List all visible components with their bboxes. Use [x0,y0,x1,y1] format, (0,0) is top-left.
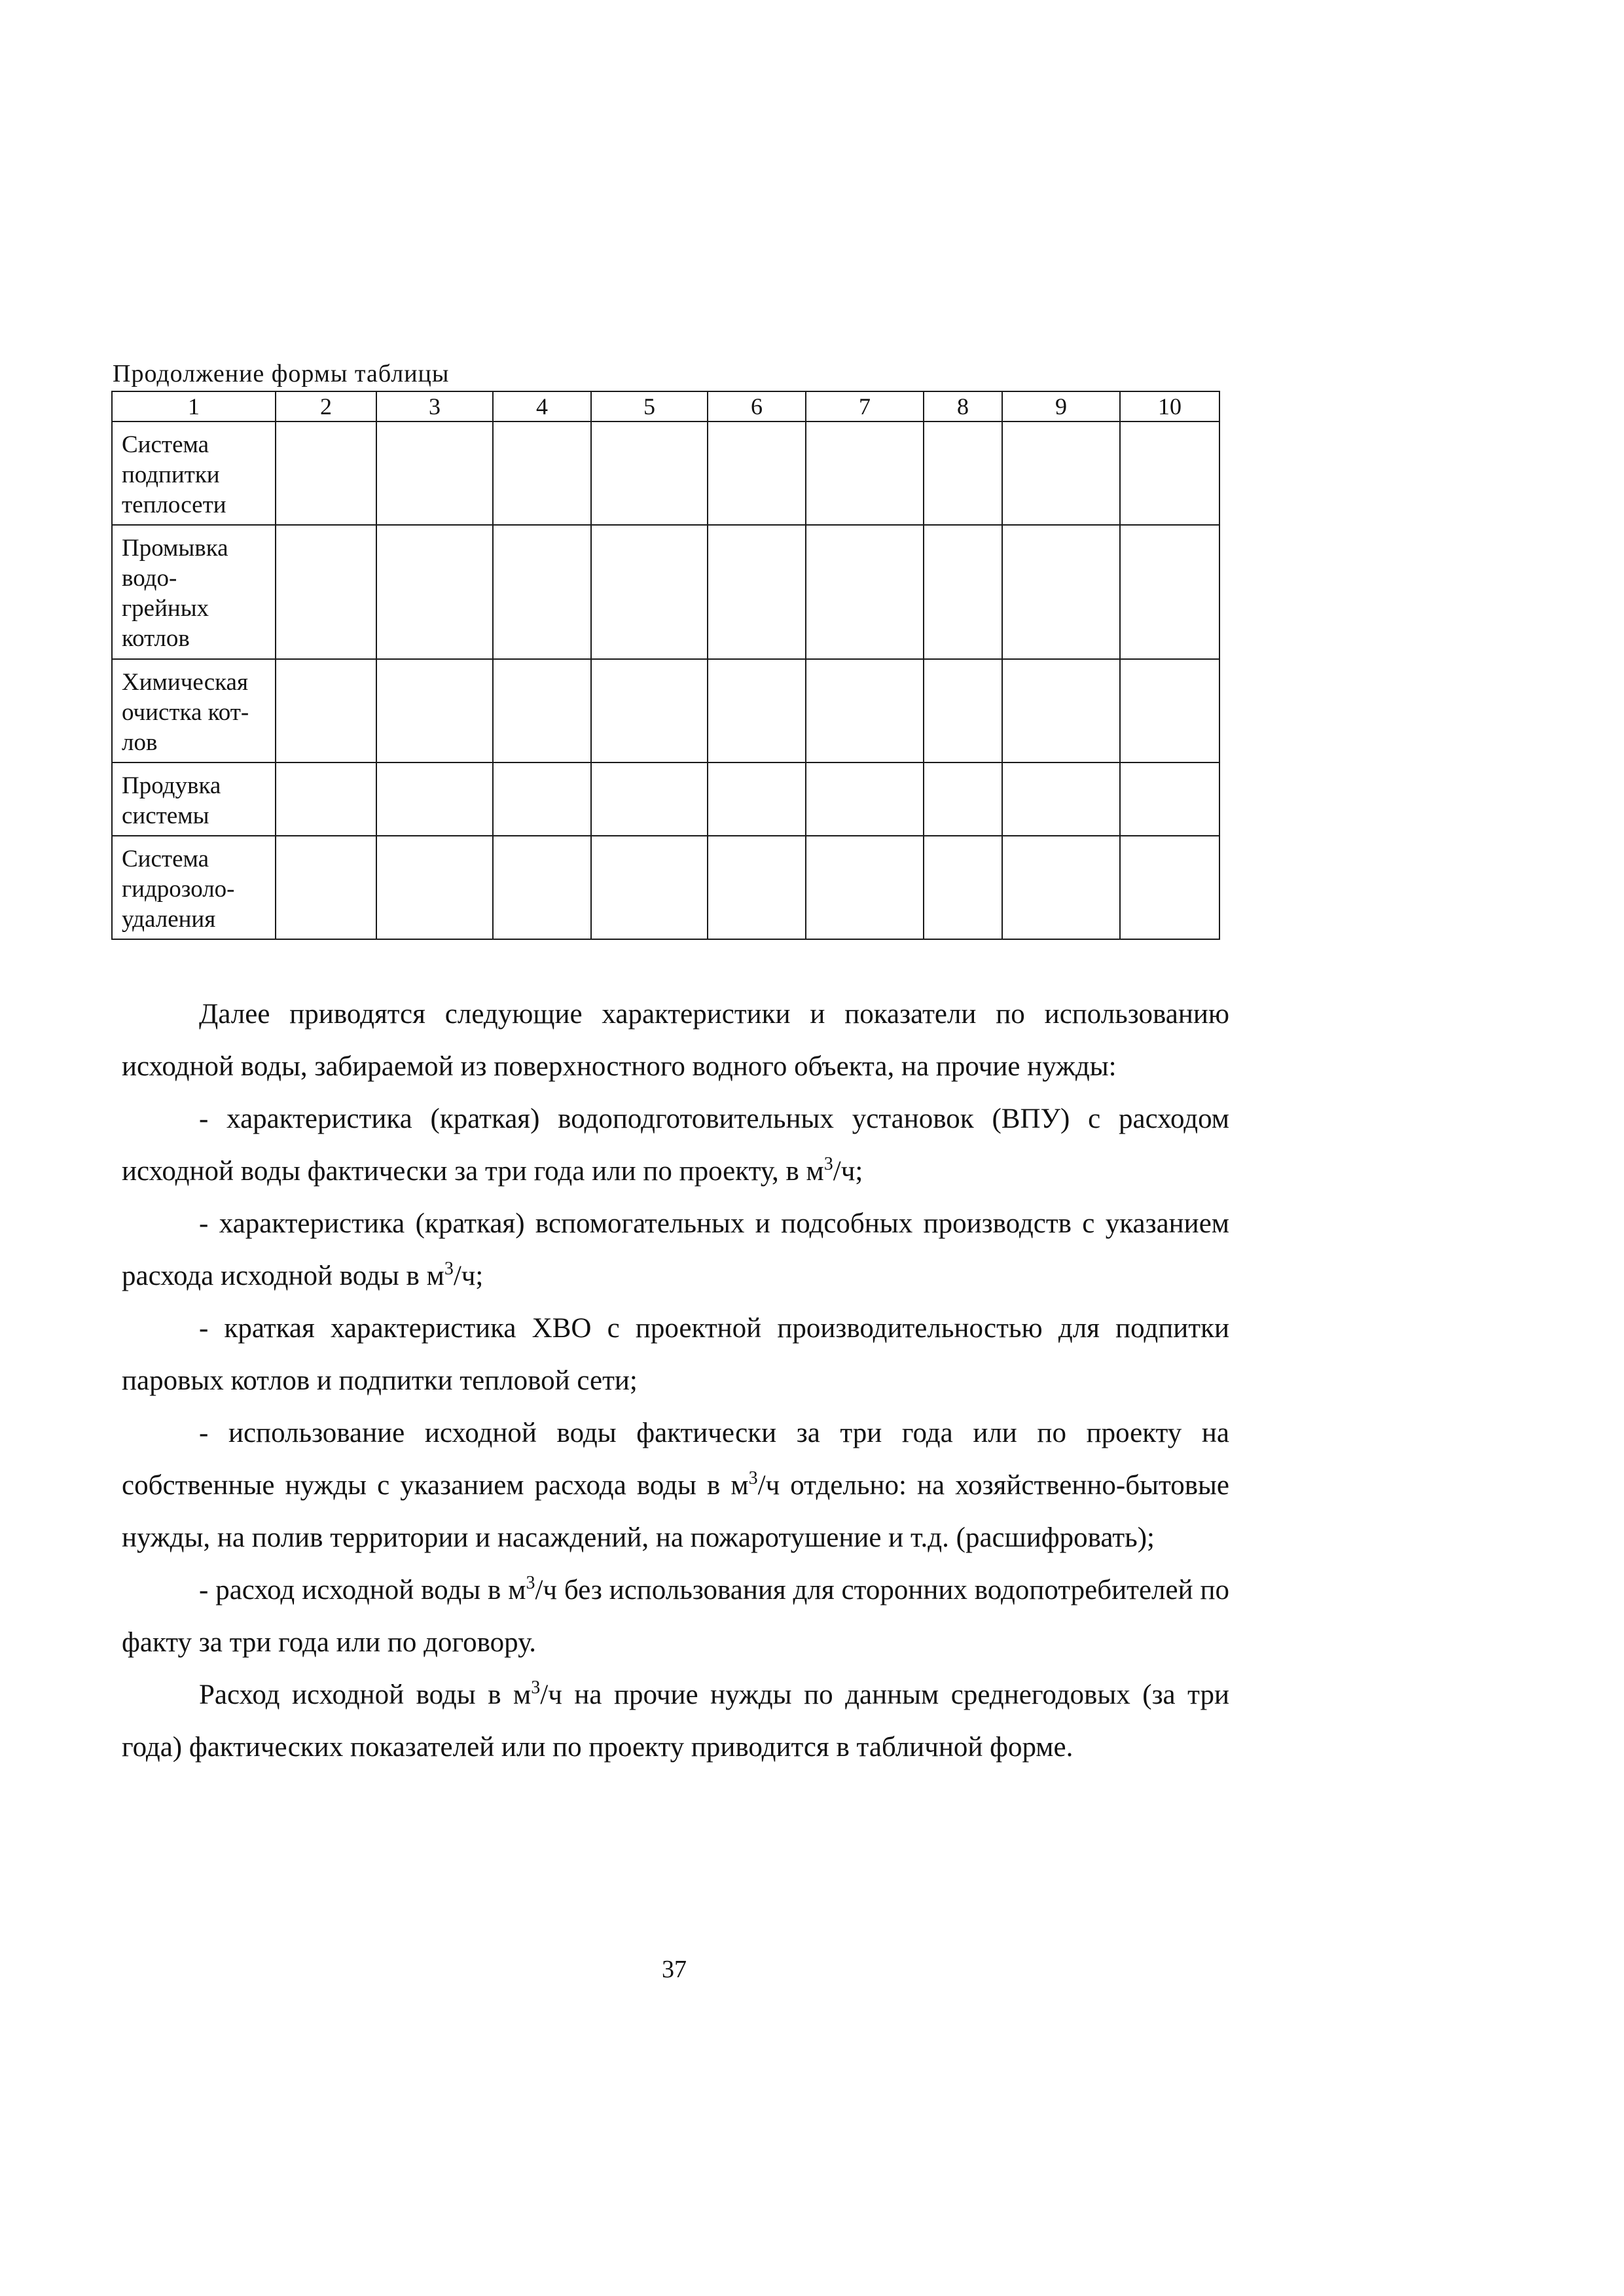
table-caption: Продолжение формы таблицы [113,360,450,387]
empty-cell [924,525,1002,659]
empty-cell [276,422,376,525]
empty-cell [1002,659,1120,762]
empty-cell [276,836,376,939]
column-header: 1 [112,391,276,422]
column-header: 3 [376,391,493,422]
empty-cell [591,836,708,939]
empty-cell [493,659,591,762]
empty-cell [708,659,806,762]
unit-exponent: 3 [823,1154,833,1174]
empty-cell [376,762,493,836]
row-label-line: Продувка [122,772,221,799]
paragraph-summary: Расход исходной воды в $м^3/ч$ на прочие нужды по данным среднегодовых (за три года) фактических показателей или по проекту приводится в табличной форме. [122,1677,1229,1763]
empty-cell [493,525,591,659]
empty-cell [708,836,806,939]
empty-cell [708,422,806,525]
empty-cell [493,422,591,525]
empty-cell [1120,659,1219,762]
unit-exponent: 3 [526,1573,535,1593]
column-header: 6 [708,391,806,422]
empty-cell [376,659,493,762]
empty-cell [806,659,924,762]
empty-cell [708,762,806,836]
row-label-line: водо- [122,565,177,592]
empty-cell [1120,525,1219,659]
empty-cell [924,422,1002,525]
empty-cell [924,762,1002,836]
row-label [112,525,276,659]
table-row [112,422,1219,525]
row-label [112,762,276,836]
row-label-line: Система [122,431,209,458]
table-row [112,525,1219,659]
empty-cell [708,525,806,659]
empty-cell [591,762,708,836]
empty-cell [924,836,1002,939]
empty-cell [591,659,708,762]
paragraph-hvo: - краткая характеристика ХВО с проектной производительностью для подпитки паровых котлов и подпитки тепловой сети; [122,1313,1229,1396]
row-label-line: очистка кот- [122,699,249,726]
column-header: 10 [1120,391,1219,422]
empty-cell [806,422,924,525]
table-header-row [112,391,1219,422]
paragraph-intro: Далее приводятся следующие характеристики и показатели по использованию исходной воды, забираемой из поверхностного водного объекта, на прочие нужды: [122,999,1229,1082]
column-header: 9 [1002,391,1120,422]
row-label-line: Промывка [122,535,228,562]
unit-exponent: 3 [444,1259,454,1279]
paragraph-own-needs: - использование исходной воды фактически за три года или по проекту на собственные нужды с указанием расхода воды в $м^3/ч$ отдельно: на хозяйственно-бытовые нужды, на полив территории и насаждений, на пожаротушение и т.д. (расшифровать); [122,1418,1229,1553]
row-label [112,422,276,525]
paragraph-vpu: - характеристика (краткая) водоподготовительных установок (ВПУ) с расходом исходной воды фактически за три года или по проекту, в $м^3/ч$; [122,1103,1229,1187]
empty-cell [493,762,591,836]
empty-cell [1120,762,1219,836]
row-label [112,659,276,762]
empty-cell [1002,836,1120,939]
empty-cell [1120,836,1219,939]
body-text [122,988,1229,1774]
row-label [112,836,276,939]
paragraph-third-party: - расход исходной воды в $м^3/ч$ без использования для сторонних водопотребителей по факту за три года или по договору. [122,1573,1229,1658]
column-header: 2 [276,391,376,422]
column-header: 5 [591,391,708,422]
row-label-line: грейных [122,595,209,622]
table-row [112,762,1219,836]
empty-cell [806,836,924,939]
row-label-line: гидрозоло- [122,876,235,903]
empty-cell [276,659,376,762]
empty-cell [493,836,591,939]
empty-cell [276,762,376,836]
column-header: 8 [924,391,1002,422]
row-label-line: котлов [122,625,190,652]
empty-cell [806,762,924,836]
paragraph-auxiliary: - характеристика (краткая) вспомогательных и подсобных производств с указанием расхода исходной воды в $м^3/ч$; [122,1208,1229,1291]
empty-cell [591,422,708,525]
empty-cell [376,836,493,939]
row-label-line: подпитки [122,461,220,488]
empty-cell [376,422,493,525]
empty-cell [276,525,376,659]
empty-cell [1002,525,1120,659]
unit-exponent: 3 [748,1468,758,1488]
table-row [112,836,1219,939]
empty-cell [806,525,924,659]
table-row [112,659,1219,762]
empty-cell [1002,422,1120,525]
row-label-line: теплосети [122,492,226,518]
empty-cell [1002,762,1120,836]
column-header: 7 [806,391,924,422]
column-header: 4 [493,391,591,422]
row-label-line: лов [122,729,158,756]
row-label-line: удаления [122,906,216,933]
row-label-line: системы [122,802,209,829]
empty-cell [1120,422,1219,525]
empty-cell [924,659,1002,762]
row-label-line: Система [122,846,209,872]
empty-cell [376,525,493,659]
page-number: 37 [662,1956,687,1983]
form-table [111,391,1220,940]
empty-cell [591,525,708,659]
row-label-line: Химическая [122,669,248,696]
unit-exponent: 3 [531,1677,541,1698]
